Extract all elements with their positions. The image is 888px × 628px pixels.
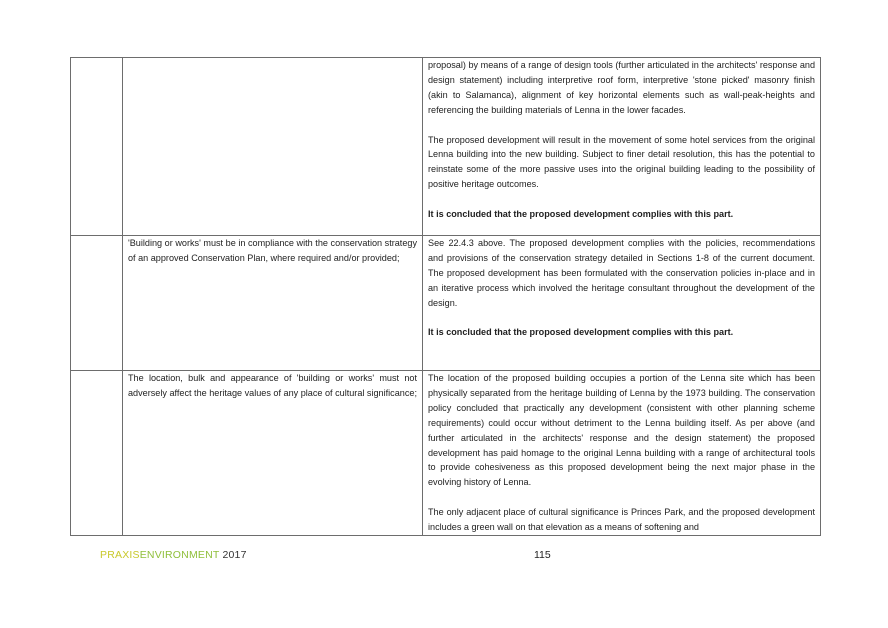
brand-praxis: PRAXIS	[100, 549, 140, 561]
response-paragraph: The only adjacent place of cultural significance is Princes Park, and the proposed development includes a green wall on that elevation as a means of softening and	[428, 507, 815, 533]
compliance-table	[70, 57, 821, 536]
response-cell	[423, 58, 821, 236]
response-cell	[423, 236, 821, 371]
row-index-cell	[71, 371, 123, 536]
page-number: 115	[534, 549, 551, 561]
criterion-cell	[123, 58, 423, 236]
row-index-cell	[71, 58, 123, 236]
brand-environment: ENVIRONMENT	[139, 549, 220, 561]
response-paragraph: The location of the proposed building occupies a portion of the Lenna site which has been physically separated from the heritage building of Lenna by the 1973 building. The conservation policy concluded that practically any development (consistent with other planning scheme requirements) could occur without detriment to the Lenna building itself. As per above (and further articulated in the architects' response and the design statement) the proposed development has paid homage to the original Lenna building with a range of architectural tools to provide cohesiveness as this proposed development being the next major phase in the evolving history of Lenna.	[428, 373, 815, 488]
criterion-cell	[123, 371, 423, 536]
footer-brand	[100, 549, 247, 561]
table-row	[71, 58, 821, 236]
footer-year: 2017	[219, 549, 247, 561]
conclusion-text: It is concluded that the proposed development complies with this part.	[428, 327, 734, 338]
response-cell	[423, 371, 821, 536]
criterion-text: The location, bulk and appearance of 'building or works' must not adversely affect the heritage values of any place of cultural significance;	[128, 373, 417, 398]
criterion-text: 'Building or works' must be in compliance with the conservation strategy of an approved Conservation Plan, where required and/or provided;	[128, 238, 417, 263]
response-paragraph: The proposed development will result in the movement of some hotel services from the original Lenna building into the new building. Subject to finer detail resolution, this has the potential to reinstate some of the more passive uses into the original building leading to the possibility of positive heritage outcomes.	[428, 134, 815, 190]
response-paragraph: See 22.4.3 above. The proposed development complies with the policies, recommendations and provisions of the conservation strategy detailed in Sections 1-8 of the current document. The proposed development has been formulated with the conservation policies in-place and in an iterative process which involved the heritage consultant throughout the development of the design.	[428, 238, 815, 308]
row-index-cell	[71, 236, 123, 371]
criterion-cell	[123, 236, 423, 371]
table-row	[71, 371, 821, 536]
table-row	[71, 236, 821, 371]
conclusion-text: It is concluded that the proposed development complies with this part.	[428, 209, 734, 220]
response-paragraph: proposal) by means of a range of design tools (further articulated in the architects' response and design statement) including interpretive roof form, interpretive 'stone picked' masonry finish (akin to Salamanca), alignment of key horizontal elements such as wall-peak-heights and referencing the building materials of Lenna in the lower facades.	[428, 60, 815, 115]
